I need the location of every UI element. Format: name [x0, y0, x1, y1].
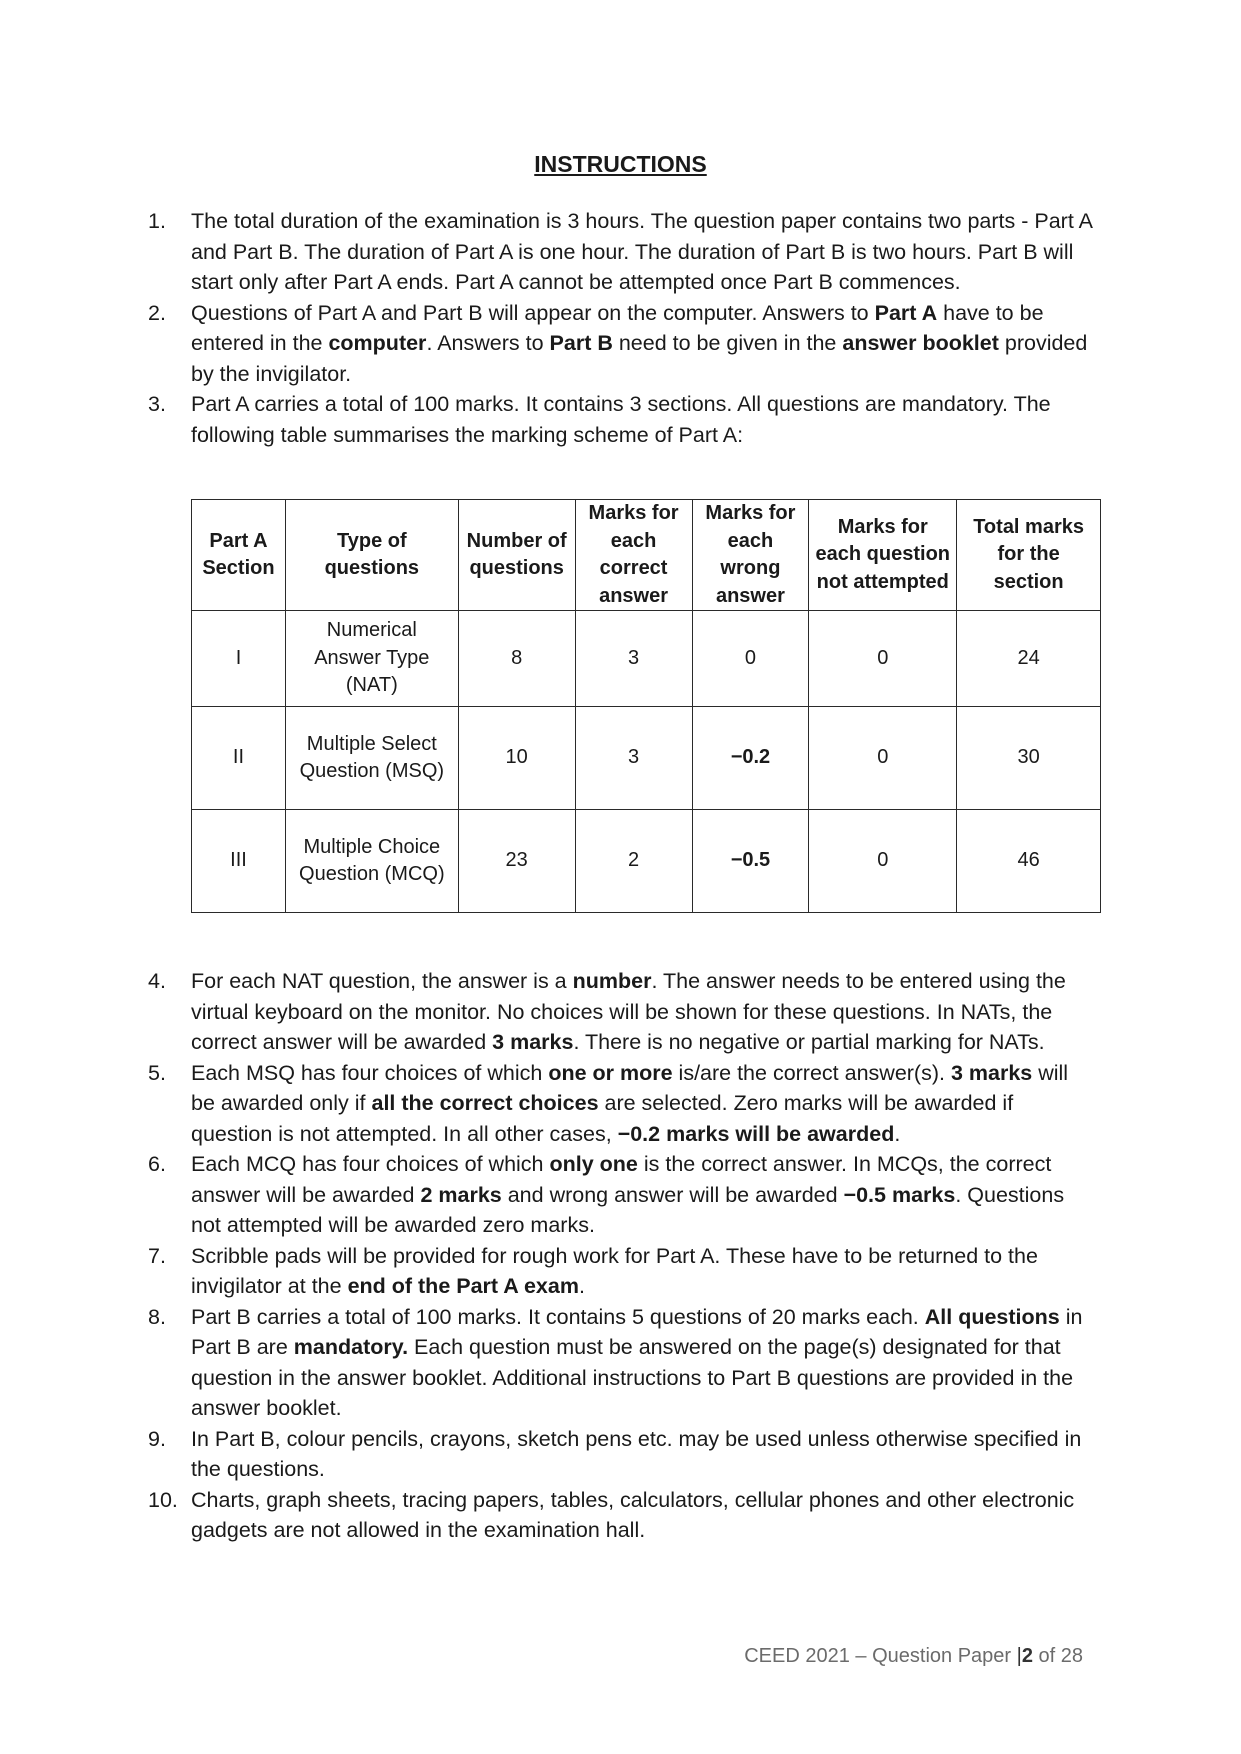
- item-number: 10.: [148, 1487, 178, 1512]
- table-row: [192, 810, 1101, 913]
- item-number: 2.: [148, 300, 166, 325]
- item-text: For each NAT question, the answer is a number. The answer needs to be entered using the virtual keyboard on the monitor. No choices will be shown for these questions. In NATs, the correct answer will be awarded 3 marks. There is no negative or partial marking for NATs.: [191, 969, 1066, 1054]
- item-text: Part B carries a total of 100 marks. It contains 5 questions of 20 marks each. All questions in Part B are mandatory. Each question must be answered on the page(s) designated for that question in the answer booklet. Additional instructions to Part B questions are provided in the answer booklet.: [191, 1304, 1083, 1420]
- instructions-list-part2: [148, 966, 1093, 1546]
- wrong-cell: 0: [692, 611, 809, 707]
- item-text: Part A carries a total of 100 marks. It contains 3 sections. All questions are mandatory. The following table summarises the marking scheme of Part A:: [191, 392, 1051, 447]
- total-cell: 24: [957, 611, 1101, 707]
- table-row: [192, 707, 1101, 810]
- footer-page-total: of 28: [1032, 1645, 1083, 1667]
- wrong-cell: −0.5: [692, 810, 809, 913]
- list-item: [148, 389, 1093, 450]
- list-item: [148, 966, 1093, 1058]
- total-cell: 46: [957, 810, 1101, 913]
- header-cell: Total marks for the section: [957, 500, 1101, 611]
- not-attempted-cell: 0: [809, 810, 957, 913]
- not-attempted-cell: 0: [809, 611, 957, 707]
- item-number: 9.: [148, 1426, 166, 1451]
- header-cell: Part A Section: [192, 500, 286, 611]
- header-cell: Marks for each correct answer: [575, 500, 692, 611]
- header-cell: Number of questions: [458, 500, 575, 611]
- count-cell: 10: [458, 707, 575, 810]
- type-cell: Multiple Choice Question (MCQ): [285, 810, 458, 913]
- item-number: 4.: [148, 969, 166, 993]
- count-cell: 23: [458, 810, 575, 913]
- section-cell: III: [192, 810, 286, 913]
- correct-cell: 2: [575, 810, 692, 913]
- footer-doc-title: CEED 2021 – Question Paper: [744, 1645, 1017, 1667]
- item-number: 8.: [148, 1304, 166, 1329]
- correct-cell: 3: [575, 707, 692, 810]
- not-attempted-cell: 0: [809, 707, 957, 810]
- marking-scheme-table: [191, 499, 1101, 913]
- header-cell: Marks for each wrong answer: [692, 500, 809, 611]
- footer-separator: |: [1016, 1645, 1022, 1667]
- header-cell: Type of questions: [285, 500, 458, 611]
- item-text: The total duration of the examination is 3 hours. The question paper contains two parts - Part A and Part B. The duration of Part A is one hour. The duration of Part B is two hours. Part B will start only after Part A ends. Part A cannot be attempted once Part B commences.: [191, 209, 1092, 294]
- section-cell: II: [192, 707, 286, 810]
- item-number: 3.: [148, 392, 166, 416]
- count-cell: 8: [458, 611, 575, 707]
- item-text: Each MSQ has four choices of which one or more is/are the correct answer(s). 3 marks will be awarded only if all the correct choices are selected. Zero marks will be awarded if question is not attempted. In all other cases, −0.2 marks will be awarded.: [191, 1060, 1069, 1146]
- list-item: [148, 1149, 1093, 1241]
- list-item: [148, 1241, 1093, 1302]
- type-cell: Multiple Select Question (MSQ): [285, 707, 458, 810]
- correct-cell: 3: [575, 611, 692, 707]
- item-number: 5.: [148, 1060, 166, 1085]
- total-cell: 30: [957, 707, 1101, 810]
- item-text: In Part B, colour pencils, crayons, sketch pens etc. may be used unless otherwise specified in the questions.: [191, 1426, 1082, 1481]
- type-cell: Numerical Answer Type (NAT): [285, 611, 458, 707]
- page-heading: INSTRUCTIONS: [534, 151, 707, 177]
- page-footer: [744, 1645, 1083, 1668]
- list-item: [148, 1424, 1093, 1485]
- list-item: [148, 1485, 1093, 1546]
- footer-page-number: 2: [1021, 1645, 1033, 1667]
- section-cell: I: [192, 611, 286, 707]
- table-header-row: [192, 500, 1101, 611]
- item-text: Each MCQ has four choices of which only one is the correct answer. In MCQs, the correct answer will be awarded 2 marks and wrong answer will be awarded −0.5 marks. Questions not attempted will be awarded zero marks.: [191, 1152, 1065, 1237]
- list-item: [148, 298, 1093, 390]
- header-cell: Marks for each question not attempted: [809, 500, 957, 611]
- table-row: [192, 611, 1101, 707]
- list-item: [148, 1302, 1093, 1424]
- item-text: Charts, graph sheets, tracing papers, tables, calculators, cellular phones and other electronic gadgets are not allowed in the examination hall.: [191, 1487, 1075, 1542]
- item-number: 1.: [148, 209, 166, 233]
- item-text: Questions of Part A and Part B will appear on the computer. Answers to Part A have to be entered in the computer. Answers to Part B need to be given in the answer booklet provided by the invigilator.: [191, 300, 1088, 386]
- wrong-cell: −0.2: [692, 707, 809, 810]
- instructions-list-part1: [148, 206, 1093, 450]
- list-item: [148, 206, 1093, 298]
- item-number: 6.: [148, 1152, 166, 1176]
- item-number: 7.: [148, 1243, 166, 1268]
- item-text: Scribble pads will be provided for rough work for Part A. These have to be returned to the invigilator at the end of the Part A exam.: [191, 1243, 1038, 1298]
- list-item: [148, 1058, 1093, 1150]
